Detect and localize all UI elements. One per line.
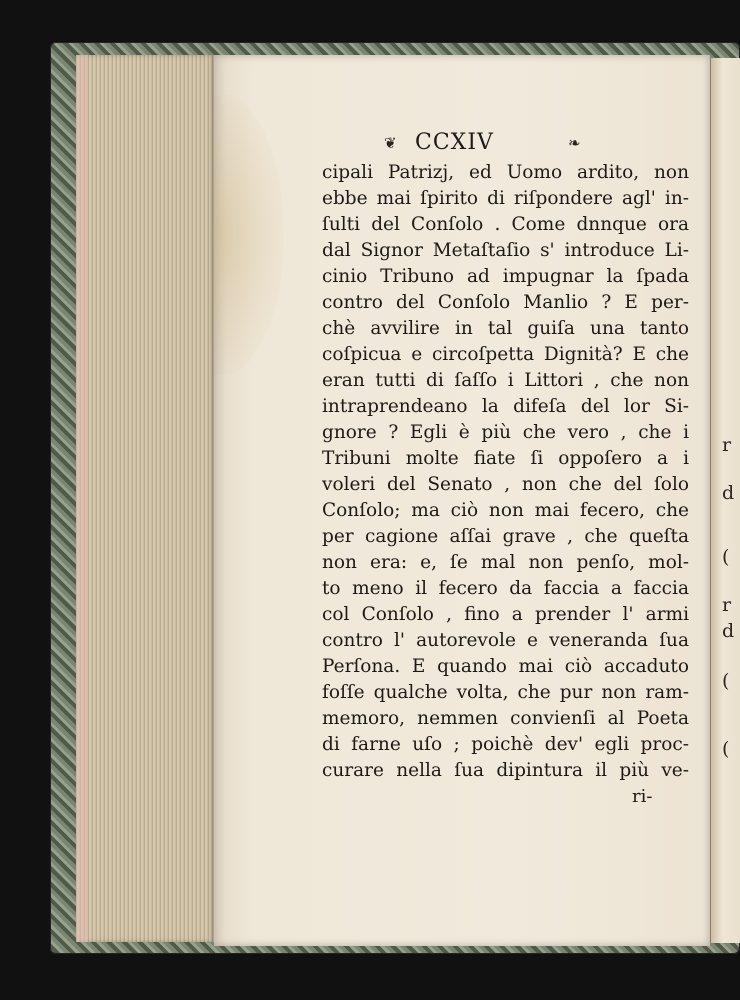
catchword: ri-	[632, 786, 653, 807]
text-line: foſſe qualche volta, che pur non ram-	[322, 682, 689, 703]
text-line: contro l' autorevole e veneranda ſua	[322, 630, 689, 651]
text-line: ebbe mai ſpirito di riſpondere agl' in-	[322, 188, 689, 209]
text-line: contro del Conſolo Manlio ? E per-	[322, 292, 689, 313]
text-line: Perſona. E quando mai ciò accaduto	[322, 656, 689, 677]
water-stain	[214, 95, 284, 375]
facing-page-glyph: (	[722, 670, 730, 692]
page-edges	[76, 55, 214, 942]
text-line: intraprendeano la difeſa del lor Si-	[322, 396, 689, 417]
text-line: voleri del Senato , non che del ſolo	[322, 474, 689, 495]
header-ornament-left: ❦	[384, 134, 397, 152]
text-line: to meno il fecero da faccia a faccia	[322, 578, 689, 599]
text-line: coſpicua e circoſpetta Dignità? E che	[322, 344, 689, 365]
text-line: col Conſolo , fino a prender l' armi	[322, 604, 689, 625]
text-line: cinio Tribuno ad impugnar la ſpada	[322, 266, 689, 287]
page-number-header: CCXIV	[415, 130, 494, 155]
facing-page-glyph: (	[722, 546, 730, 568]
text-line: dal Signor Metaſtaſio s' introduce Li-	[322, 240, 689, 261]
text-line: non era: e, ſe mal non penſo, mol-	[322, 552, 689, 573]
text-line: per cagione aſſai grave , che queſta	[322, 526, 689, 547]
text-line: ſulti del Conſolo . Come dnnque ora	[322, 214, 689, 235]
text-line: Tribuni molte fiate ſi oppoſero a i	[322, 448, 689, 469]
text-line: chè avvilire in tal guiſa una tanto	[322, 318, 689, 339]
header-ornament-right: ❧	[568, 134, 581, 152]
facing-page-glyph: d	[722, 620, 735, 642]
text-line: Conſolo; ma ciò non mai fecero, che	[322, 500, 689, 521]
facing-page-glyph: r	[722, 594, 732, 616]
text-line: cipali Patrizj, ed Uomo ardito, non	[322, 162, 689, 183]
text-line: eran tutti di ſaſſo i Littori , che non	[322, 370, 689, 391]
facing-page-glyph: r	[722, 434, 732, 456]
text-line: curare nella ſua dipintura il più ve-	[322, 760, 689, 781]
text-line: di farne uſo ; poichè dev' egli proc-	[322, 734, 689, 755]
text-line: gnore ? Egli è più che vero , che i	[322, 422, 689, 443]
facing-page-glyph: d	[722, 482, 735, 504]
facing-page-glyph: (	[722, 738, 730, 760]
text-line: memoro, nemmen convienſi al Poeta	[322, 708, 689, 729]
